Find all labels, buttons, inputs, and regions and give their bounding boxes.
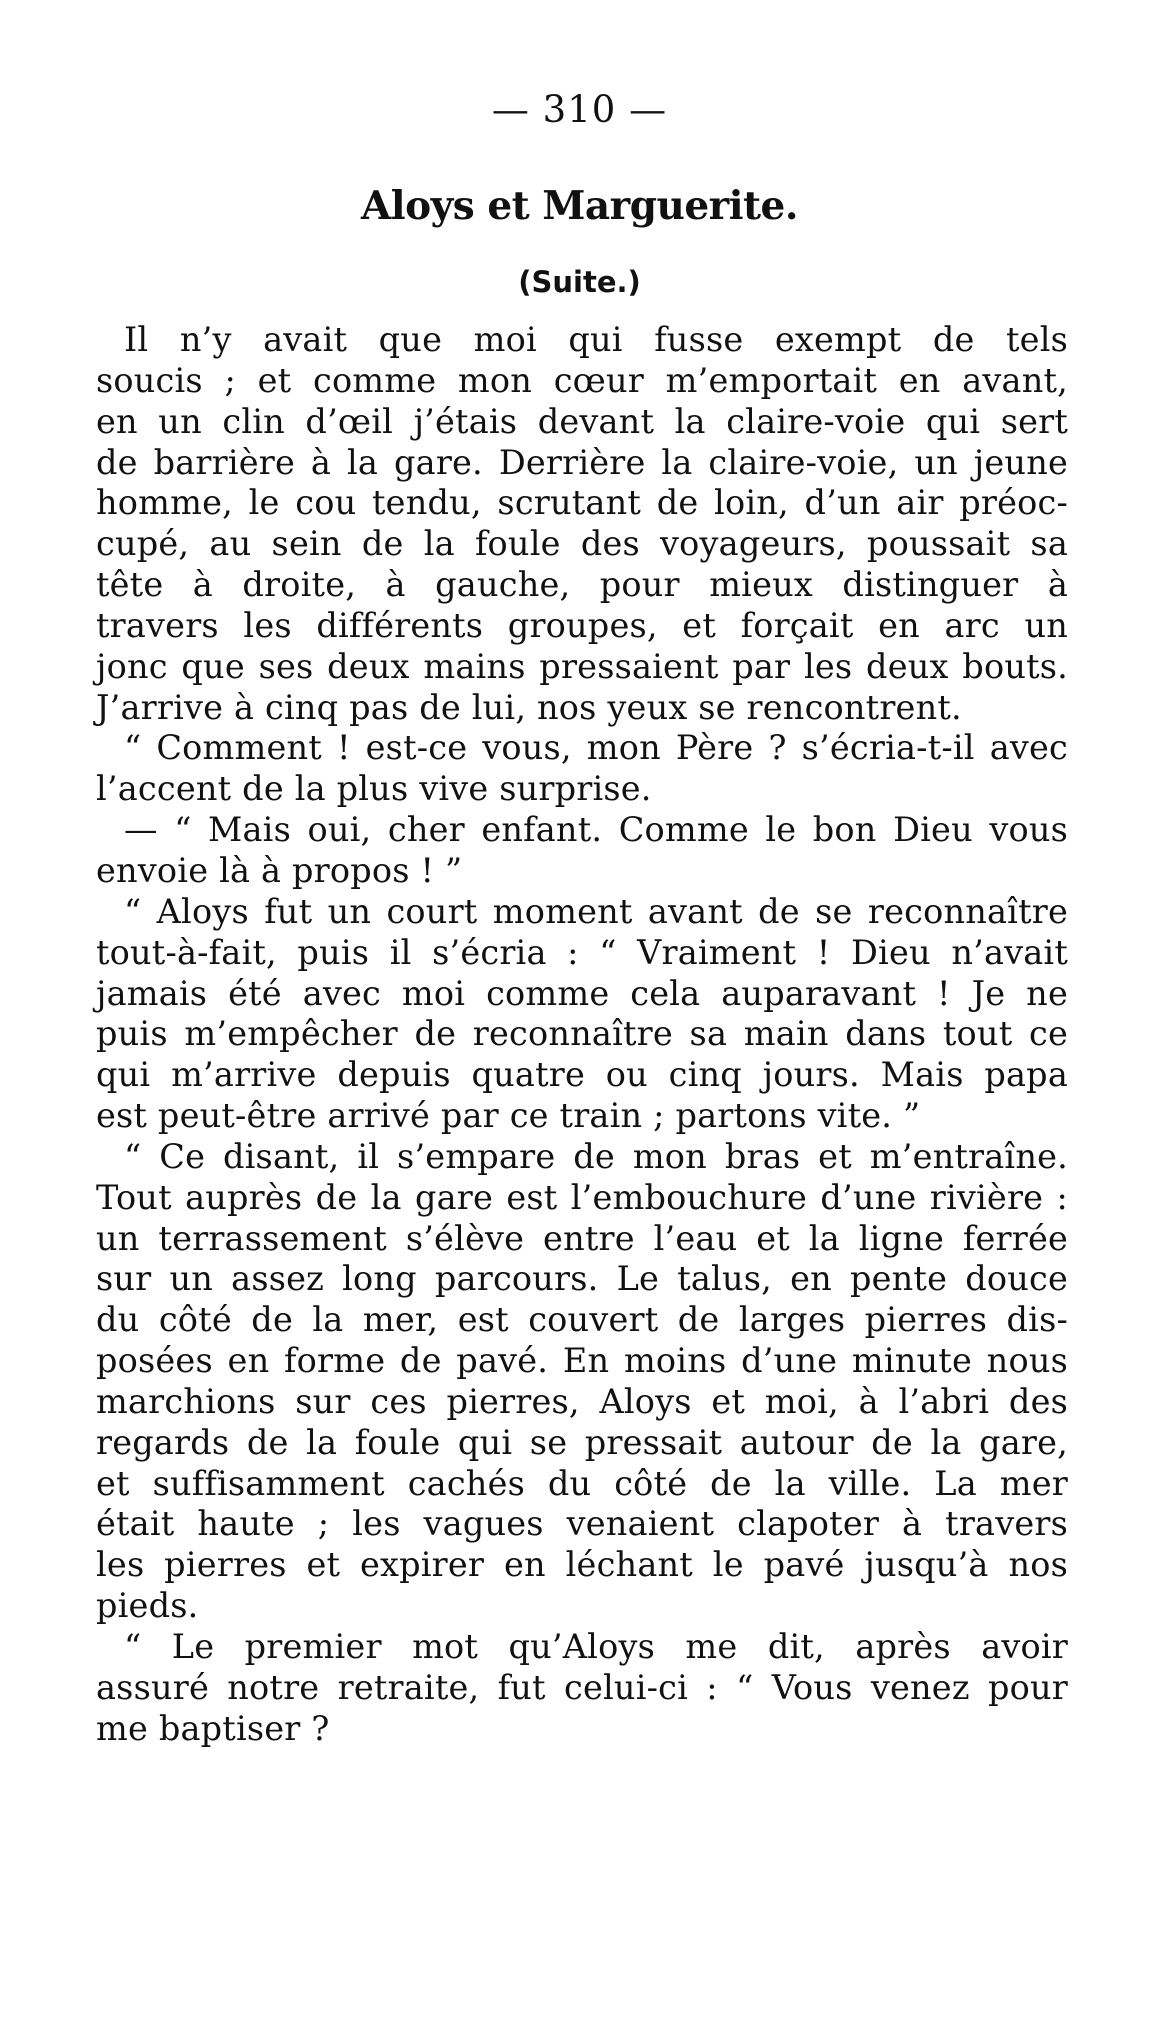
text-line: posées en forme de pavé. En moins d’une minute nous xyxy=(96,1341,1068,1381)
text-line: jamais été avec moi comme cela auparavant ! Je ne xyxy=(96,973,1068,1013)
text-line: “ Aloys fut un court moment avant de se reconnaître xyxy=(124,891,1068,931)
text-line: me baptiser ? xyxy=(96,1708,330,1748)
chapter-subtitle: (Suite.) xyxy=(518,265,641,299)
text-line: tout-à-fait, puis il s’écria : “ Vraiment ! Dieu n’avait xyxy=(96,932,1068,972)
text-line: Il n’y avait que moi qui fusse exempt de tels xyxy=(124,320,1068,359)
chapter-title: Aloys et Marguerite. xyxy=(361,183,798,229)
page-number: — 310 — xyxy=(491,88,668,131)
text-line: Tout auprès de la gare est l’embouchure d’une rivière : xyxy=(96,1177,1068,1217)
text-line: l’accent de la plus vive surprise. xyxy=(96,769,652,809)
text-line: les pierres et expirer en léchant le pavé jusqu’à nos xyxy=(96,1545,1068,1585)
text-line: sur un assez long parcours. Le talus, en pente douce xyxy=(96,1259,1068,1299)
text-line: — “ Mais oui, cher enfant. Comme le bon Dieu vous xyxy=(124,810,1068,850)
text-line: pieds. xyxy=(96,1586,199,1626)
text-line: qui m’arrive depuis quatre ou cinq jours. Mais papa xyxy=(96,1055,1068,1095)
text-line: J’arrive à cinq pas de lui, nos yeux se rencontrent. xyxy=(96,687,962,727)
text-line: et suffisamment cachés du côté de la ville. La mer xyxy=(96,1463,1068,1503)
text-line: marchions sur ces pierres, Aloys et moi, à l’abri des xyxy=(96,1381,1068,1421)
text-line: travers les différents groupes, et forçait en arc un xyxy=(96,605,1068,645)
text-line: jonc que ses deux mains pressaient par les deux bouts. xyxy=(96,646,1068,686)
body-text xyxy=(96,320,1068,1750)
text-line: est peut-être arrivé par ce train ; partons vite. ” xyxy=(96,1096,921,1136)
text-line: était haute ; les vagues venaient clapoter à travers xyxy=(96,1504,1068,1544)
text-line: assuré notre retraite, fut celui-ci : “ Vous venez pour xyxy=(96,1667,1068,1707)
text-line: soucis ; et comme mon cœur m’emportait en avant, xyxy=(96,360,1068,400)
text-line: tête à droite, à gauche, pour mieux distinguer à xyxy=(96,565,1068,605)
text-line: “ Le premier mot qu’Aloys me dit, après avoir xyxy=(124,1627,1068,1666)
text-line: puis m’empêcher de reconnaître sa main dans tout ce xyxy=(96,1014,1068,1054)
text-line: “ Comment ! est-ce vous, mon Père ? s’écria-t-il avec xyxy=(124,728,1068,768)
text-line: un terrassement s’élève entre l’eau et la ligne ferrée xyxy=(96,1218,1068,1258)
text-line: “ Ce disant, il s’empare de mon bras et m’entraîne. xyxy=(124,1136,1068,1176)
text-line: en un clin d’œil j’étais devant la claire-voie qui sert xyxy=(96,401,1068,441)
text-line: envoie là à propos ! ” xyxy=(96,850,463,890)
text-line: de barrière à la gare. Derrière la claire-voie, un jeune xyxy=(96,442,1068,482)
text-line: cupé, au sein de la foule des voyageurs, poussait sa xyxy=(96,524,1068,564)
text-line: regards de la foule qui se pressait autour de la gare, xyxy=(96,1422,1068,1462)
text-line: homme, le cou tendu, scrutant de loin, d’un air préoc- xyxy=(96,483,1068,523)
text-line: du côté de la mer, est couvert de larges pierres dis- xyxy=(96,1300,1068,1340)
